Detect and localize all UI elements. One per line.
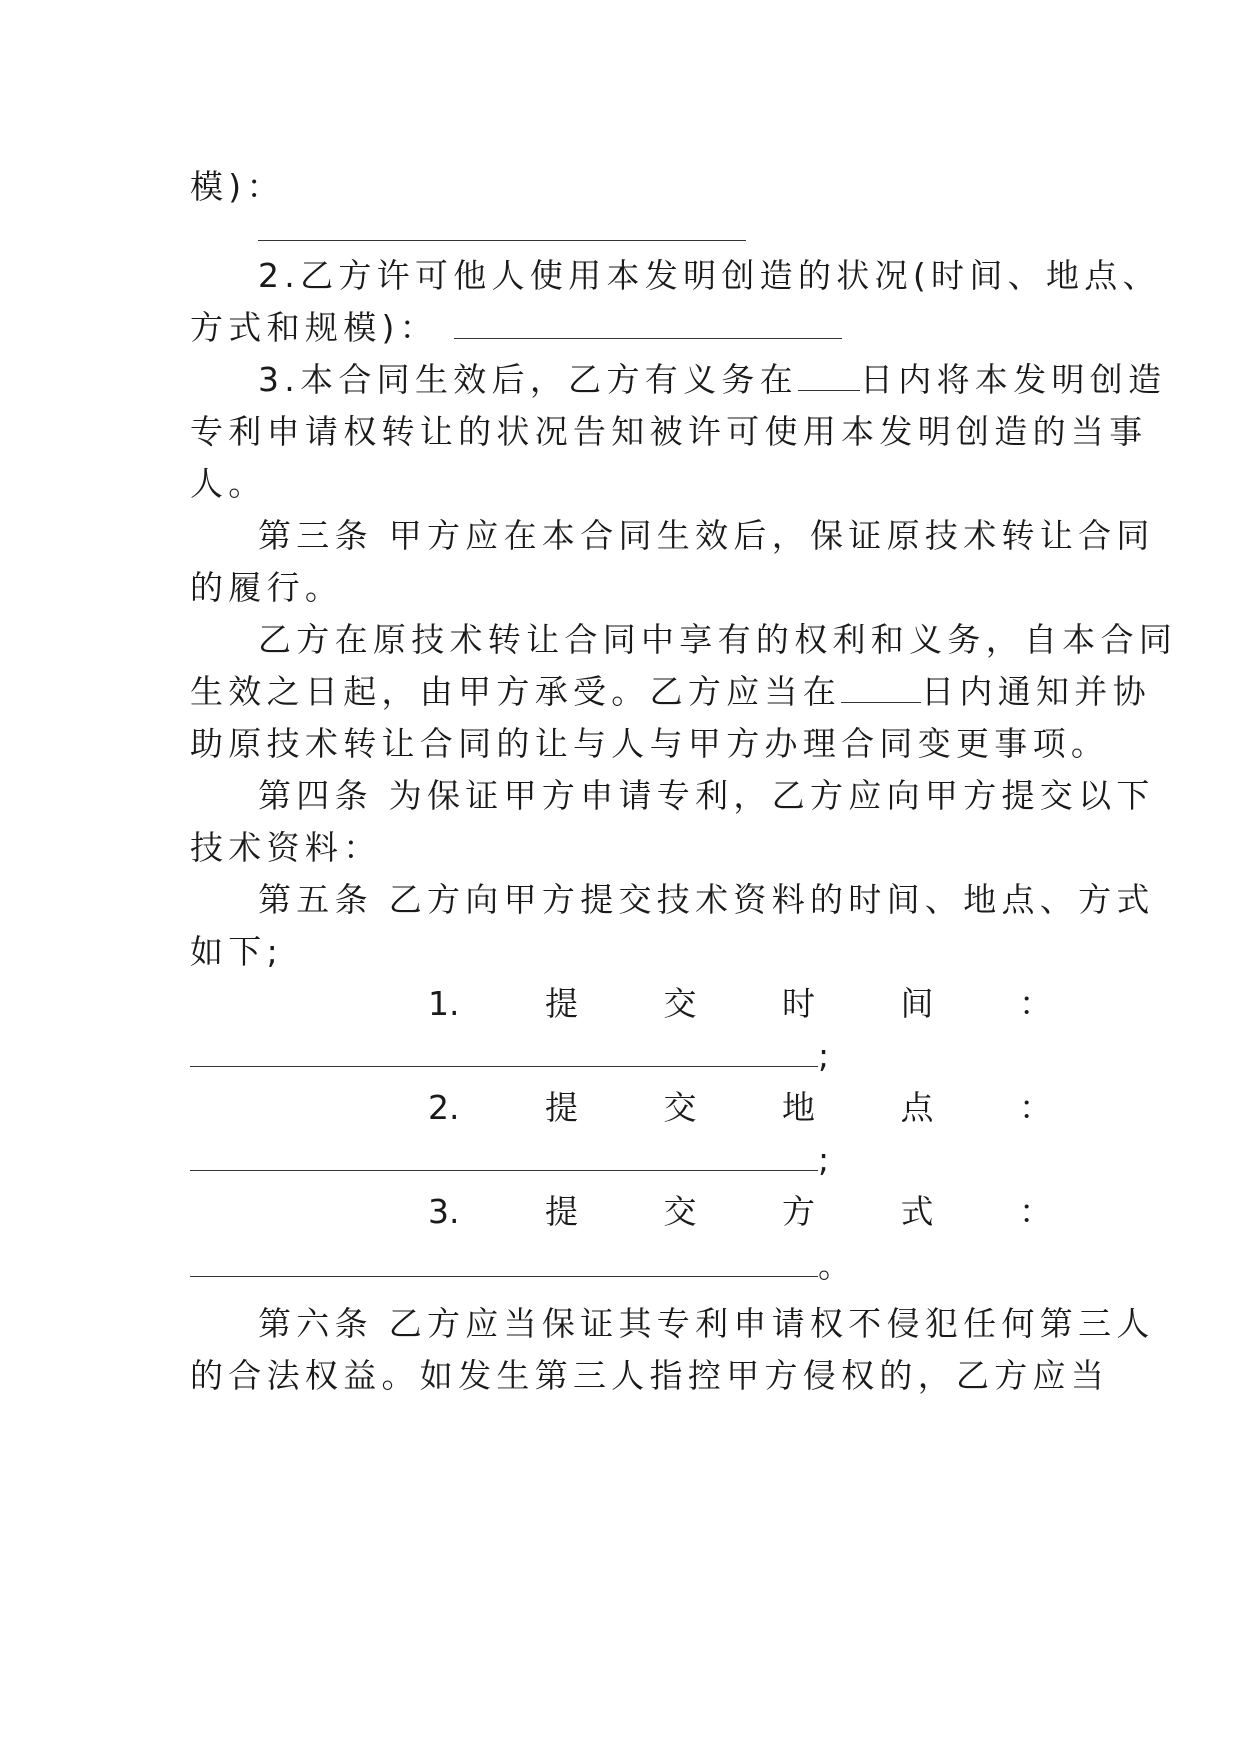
submission-place-label: 2. 提 交 地 点 ： <box>428 1088 1052 1127</box>
article-3-heading: 第三条 甲方应在本合同生效后，保证原技术转让合同 <box>258 516 1155 555</box>
fill-in-blank-line: ; <box>190 1026 1052 1085</box>
article-4-heading: 第四条 为保证甲方申请专利，乙方应向甲方提交以下 <box>258 776 1155 815</box>
blank-underline <box>190 1140 818 1171</box>
text-line: 技术资料： <box>190 828 382 867</box>
blank-underline <box>454 308 842 339</box>
blank-underline <box>798 360 860 391</box>
text-line: 方式和规模)： <box>190 298 1052 357</box>
text-line: 模)： <box>190 167 285 206</box>
text-line: 助原技术转让合同的让与人与甲方办理合同变更事项。 <box>190 724 1110 763</box>
text-line: 专利申请权转让的状况告知被许可使用本发明创造的当事 <box>190 412 1148 451</box>
fill-in-blank-line: 。 <box>190 1236 1052 1295</box>
submission-method-label: 3. 提 交 方 式 ： <box>428 1192 1052 1231</box>
text-line: 如下; <box>190 932 284 971</box>
text-line: 的合法权益。如发生第三人指控甲方侵权的，乙方应当 <box>190 1356 1110 1395</box>
text-line: 2.乙方许可他人使用本发明创造的状况(时间、地点、 <box>258 256 1161 295</box>
article-6-heading: 第六条 乙方应当保证其专利申请权不侵犯任何第三人 <box>258 1304 1155 1343</box>
text-line: 人。 <box>190 464 267 503</box>
blank-underline <box>190 1036 818 1067</box>
submission-time-label: 1. 提 交 时 间 ： <box>428 984 1052 1023</box>
text-line: 乙方在原技术转让合同中享有的权利和义务，自本合同 <box>258 620 1178 659</box>
blank-underline <box>841 672 921 703</box>
article-5-heading: 第五条 乙方向甲方提交技术资料的时间、地点、方式 <box>258 880 1155 919</box>
text-line: 的履行。 <box>190 568 344 607</box>
fill-in-blank-line: ; <box>190 1130 1052 1189</box>
text-line: 生效之日起，由甲方承受。乙方应当在 日内通知并协 <box>190 672 1151 711</box>
text-line: 3.本合同生效后，乙方有义务在 日内将本发明创造 <box>258 360 1167 399</box>
blank-underline <box>190 1246 818 1277</box>
blank-underline <box>258 210 746 241</box>
